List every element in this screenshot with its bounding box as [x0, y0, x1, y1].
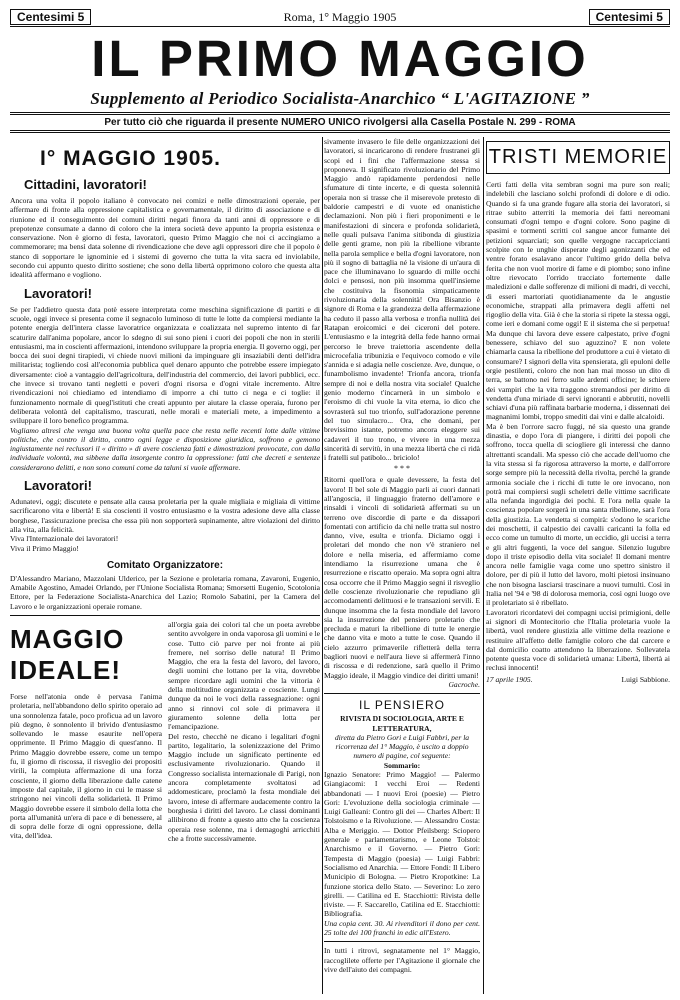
- section-title-lavoratori-2: Lavoratori!: [24, 478, 92, 494]
- pensiero-note: Una copia cent. 30. Ai rivenditori il dono per cent. 25 tolte dei 100 franchi in edic all'Estero.: [324, 918, 480, 938]
- middle-signature: Gacroche.: [448, 679, 480, 689]
- price-left: Centesimi 5: [10, 9, 91, 25]
- pensiero-title: IL PENSIERO: [359, 698, 445, 713]
- tristi-signature: Luigi Sabbione.: [621, 674, 670, 684]
- section-italic-lavoratori-1: Vogliamo altresì che venga una buona volta quella pace che resta nelle recenti lotte dalle vittime politiche, che contro il diritto, contro ogni legge e disposizione giuridica, soffrono e gemono ingiustamente nei reclusori il « diritto » di avere coscienza fatti e dimostrazioni provocate, con dalla individuale volontà, ma sibbene dalla insorgente contro la oppressione: fatti che decreti e sentenze considerarono delitti, e non sono comuni come da taluni si vuole affermare.: [10, 425, 320, 472]
- section-title-cittadini: Cittadini, lavoratori!: [24, 177, 147, 192]
- maggio-ideale-col2b: Del resto, checchè ne dicano i legalitari d'ogni partito, legalitario, la solenizzazione del Primo Maggio include un significato pertinente ed esclusivamente rivoluzionario. Quando il Congresso socialista internazionale di Parigi, non ancora completamente svoltatosi ad addomesticare, proclamò la festa mondiale dei lavoro, intese di affermare audacemente contro la borghesia i diritti del lavoro. Le classi dominanti allibirono di fronte a questo atto che la coscienza operaia rese solenne, ma i demagoghi arricchiti che a frotte successivamente.: [168, 731, 320, 843]
- tristi-footer: [486, 675, 670, 684]
- sommario-heading: Sommario:: [383, 760, 421, 770]
- main-heading: I° MAGGIO 1905.: [40, 147, 221, 170]
- viva-line-2: Viva il Primo Maggio!: [10, 543, 79, 553]
- maggio-ideale-block: [10, 620, 320, 843]
- committee-title: Comitato Organizzatore:: [106, 559, 224, 571]
- tristi-text-1: Certi fatti della vita sembran sogni ma pure son reali; indelebili che lasciano solchi profondi di dolore e di odio. Quando si fa una grande fugare alla storia dei lavoratori, si ritrae subito atterriti la memoria dei fatti nereomani consumati d'ogni tempo e d'ogni colore. Sono pagine di spasimi e tormenti scritti col sangue ancor fumante dei petizioni squarciati; son quelle vergogne raccapriccianti scolpite con le unghie disperate degli agonizzanti che ed ventre forato esalavano ancor l'ultimo grido della belva ferita che non vuol morire di fame e di piombo; sono infine oltre rievocato l'orrido tracciato fortemente dalle maledizioni e dalle sofferenze di milioni di madri, di vecchi, di esseri martoriati quotidianamente da le angustie economiche, strappati alla primavera degli affetti nel rigoglio della vita. Già è che la storia si ripete la stessa oggi, come ieri e domani come oggi! E il sistema che si perpetua! Ma dunque chi lavora deve essere calpestato, prive d'ogni benessere, schiavo del suo aguzzino? E non volete chiamarla causa la ribellione del produttore a cui è vietato di consumare? I signori della vita spensierata, gli epuloni delle orgie pestilenti, coloro che non han mai mosso un dito di terra, se battono nei ferro sulle ardenti officine; le schiere dei vampiri che la vita traggono stremandosi per diritto di vendetta d'una miriade di servi ignoranti e abbrutiti, novelli schiavi d'una più raffinata barbarie moderna, i dissennati dei magnanimi lombi, troppo smediti dai vini e dalle alcaloidi.: [486, 180, 670, 422]
- sommario-text: Ignazio Senatore: Primo Maggio! — Palermo Giangiacomi: I vecchi Eroi — Redenti abbandonati — I nuovi Eroi (poesie) — Pietro Gori: L'evoluzione della sociologia criminale — Luigi Galleani: Contro gli dei — Charles Albert: Il Tolstoismo e la Rivoluzione. — Alessandro Costa: Alba e Meriggio. — Dottor Pfeilsberg: Sciopero generale e parlamentarismo, e Leone Tolstoi: Anarchismo e il Governo. — Pietro Gori: Tempesta di Maggio (poesia) — Luigi Fabbri: Socialismo ed Anarchia. — Ettore Fondi: Il Libero Municipio di Bologna. — Pietro Kropotkine: La funzione storica dello Stato. — Severino: Lo zero girelli. — Catilina ed E. Stacchiotti: Rivista delle riviste. — F. Saccarello, Catilina ed E. Stacchiotti: Bibliografia.: [324, 770, 480, 919]
- maggio-ideale-col2: all'orgia gaia dei colori tal che un poeta avrebbe sentito avvolgere in onda vaporosa gli uomini e le cose. Tutto ciò parve per noi fronte ai più fremere, nel sorriso delle natura! Il Primo Maggio, che era la festa del lavoro, del lavoro, degli uomini che lottano per la vita, dovrebbe sempre ricordare agli uomini che la vittoria è della moltitudine organizzata e cosciente. Lungi dunque da noi le voci della rassegnazione: ogni anno si rinnovi col sole di primavera il giuramento solenne della lotta per l'emancipazione.: [168, 619, 320, 732]
- price-right: Centesimi 5: [589, 9, 670, 25]
- right-column: [486, 137, 670, 684]
- section-divider: [10, 615, 320, 616]
- middle-text-1: sivamente invasero le file delle organizzazioni dei lavoratori, si incaricarono di rendere frustranei gli scopi ed i fini che l'affermazione stessa si proponeva. Il significato rivoluzionario del Primo Maggio andò rapidamente perdendosi nelle sfumature di tinte incerte, e di questa solennità operaia non si trasse che il miserevole pretesto di baldorie campestri e di vuote ed onanistiche declamazioni. Non più i fieri proponimenti e le manifestazioni di sincera e profonda solidarietà, nelle quali pulsava l'anima sitibonda di giustizia delle genti grame, non più la ribellione vibrante nella parola semplice e bella d'ogni lavoratore, non più il sogno di battaglia né la visione di un'aura di pace che illuminavano lo sguardo di mille occhi dolci e pensosi, non più insomma quell'insieme che costituiva la fisonomia simpaticamente rivoluzionaria della solennità! Ora Bisanzio è signore di Roma e la grandezza della affermazione ha ceduto il passo alla verbosa e tronfia nullità dei Ratapan eroicomici e dei ciceroni del potere. L'entusiasmo e la integrità della fede hanno ormai percorso le breve traiettoria ascendente della microcefalia tribunizia e l'equivoco comodo e vile s'annida e si adagia nelle coscienze. Ave, dunque, o funambolismo invadente! Trionfa ancora, trionfa sempre di noi e della nostra vita sociale! Qualche genio moderno t'incarnerà in un simbolo e l'eroismo di chi vuole la vita eterna, io dico che sovrasterà sul tuo trionfo, sull'adorazione perenne del tuo simulacro... Ora, che domani, per brevissimo istante, potremo ancora eleggere sui cadaveri il tuo trono, e vivere in una mezza sincerità di servitù, in una mezza libertà che ci ridà i fratelli sul patibolo... briciolo!: [324, 137, 480, 463]
- middle-divider-2: [324, 941, 480, 942]
- middle-text-2: Ritorni quell'ora e quale devessere, la festa del lavoro! Il bel sole di Maggio parli ai cuori dannati all'angoscia, il linguaggio fraterno dell'amore e rinsaldi i vincoli di solidarietà affermati su un terreno ove discordie di parte e da dissapori fomentati con artificio da chi nelle tratta sul nostro danno, vive, esulta e trionfa. Diciamo oggi i proletari del mondo che non v'è straniero nel dolore e nella miseria, ed affermiamo come intendiamo la risurrezione umana che è resurrezione e riscatto operaio. Ma sopra ogni altra cosa occorre che il Primo Maggio segni il risveglio delle coscienze rivoluzionarie che repudiano gli accomodamenti delittuosi e le transazioni servili. E dunque insomma che la festa mondiale del lavoro sia la insurrezione del pensiero proletario che precluda e maturi la ribellione di tutte le energie che danno vita e moto a tutte le cose. Quando il cielo azzurro primaverile rifletterà della terra bagliori nuovi e nell'aura lieve si affermerà l'inno di riscossa e di redenzione, sarà quello il Primo Maggio ideale, il Maggio vindice dei diritti umani!: [324, 475, 480, 680]
- tristi-date: 17 aprile 1905.: [486, 674, 533, 684]
- section-text-cittadini: Ancora una volta il popolo italiano è convocato nei comizi e nelle dimostrazioni operaie, per affermare di fronte alla oppressione capitalistica e governamentale, il diritto di associazione e di riunione ed il conseguimento dei comuni diritti negati finora da tanti anni di oppressore e di prepotenze consumate a danno di coloro che la intera società deve appunto la propria esistenza e conservazione. Non è giorno di festa, lavoratori, questo Primo Maggio che noi ci accingiamo a commemorare; ma bensì data solenne di rivendicazione che deve agli oppressori dire che il popolo è stanco di sopportare le ignominie ed i sistemi di governo che tutta la vita sacra ed inviolabile, secondo cui appunto questo diritto sostiene; che sono della libertà opprimono coloro che questa alta idealità affermano e vogliono.: [10, 196, 320, 280]
- newspaper-page: [10, 8, 670, 994]
- section-text-lavoratori-2: Adunatevi, oggi; discutete e pensate alla causa proletaria per la quale migliaia e migliaia di vittime sacrificarono vita e libertà! E sia coscienti il vostro entusiasmo e la vostra adesione deve alla classe borghese, l'assicurazione precisa che essa più non sopporterà supinamente, altre violazioni del diritto alla vita, alla felicità.: [10, 497, 320, 534]
- section-text-lavoratori-1: Se per l'addietro questa data potè essere interpretata come meschina significazione di partiti e di scuole, oggi invece si presenta come il segnacolo luminoso di tutte le lotte da compiersi mediante la potente energia dell'intera classe lavoratrice organizzata e coalizzata nel supremo intento di far scaturire dall'anima popolare, ancor lo sdegno di sui sono pieni i cuori dei popoli che non in sterili entusiasmi, ma in coscienti affermazioni, intendono sviluppare la propria energia. Il governo oggi, per bocca dei suoi degni tirapiedi, vi chiede nuovi milioni da impinguare gli insaziabili denti dell'idra militarista; togliendo così all'economia pubblica quel denaro appunto che potrebbe essere impiegato diversamente: cioè a vantaggio dell'agricoltura, dell'industria del commercio, dei lavori pubblici, ecc. che invece si trovano tanti negletti e poveri d'ogni risorsa e d'ogni vitale incremento. Altre rivendicazioni noi chiediamo ed intendiamo di imporre a chi tutto ci nega e ci toglie: il funzionamento normale di quegl'istituti che creati appunto per aiutare la classe operaia, furono per deliberata volontà del capitalismo, trascurati, nelle morali e materiali mete, a impedimento a sviluppare il loro benefico programma.: [10, 304, 320, 426]
- tristi-text-2: Ma è ben l'orrore sacro fuggi, né sia questo una grande dinastia, e dopo l'ora di piangere, i diritti dei popoli che soffrono, tocca quella di sciogliere gli interessi che danno altrettanti scandali. Ma spesso ciò che accade dell'uomo che la vita stessa si fa rigorosa attraverso la morte, e dall'orrore sorge sempre più la necessità della rivolta, perché la grande armonia sociale che i ricchi di tutte le ore invocano, non potrà mai compiersi sugli scheletri delle vittime sacrificate alla nefanda ingordigia dei pochi. E l'ora nella quale la coscienza popolare sorgerà in una santa ribellione, sarà l'ora della giustizia. La vendetta si compirà: s'odono le scariche dei moschetti, il calpestio dei cavalli caricanti la folla ed ecco come un tumulto di morte, un eccidio, gli uccisi a terra e gli altri fuggenti, la voce del sangue. Silenzio lugubre dopo il triste episodio della vita sociale! Il domani mentre ancora nelle famiglie vaga come uno spettro sinistro il dolore, per di più il lutto del lavoro, molti pietosi insinuano che non bisogna lasciarsi trascinare a nuovi tumulti. Così in Italia nel '94 e '98 di dolorosa memoria, così ogni luogo ove il proletariato si è ribellato.: [486, 421, 670, 608]
- section-title-lavoratori-1: Lavoratori!: [24, 285, 92, 301]
- dateline: Roma, 1° Maggio 1905: [283, 9, 397, 24]
- pensiero-direction: diretta da Pietro Gori e Luigi Fabbri, per la ricorrenza del 1° Maggio, è uscito a doppio numero di pagine, col seguente:: [334, 732, 470, 761]
- column-divider-2: [483, 137, 484, 994]
- middle-divider: [324, 693, 480, 694]
- newspaper-title: IL PRIMO MAGGIO: [91, 30, 589, 87]
- viva-line-1: Viva l'Internazionale dei lavoratori!: [10, 534, 119, 544]
- middle-column: [324, 137, 480, 974]
- committee-text: D'Alessandro Mariano, Mazzolani Ulderico, per la Sezione e proletaria romana, Zavaroni, Eugenio, Amabile Agostino, Amadei Orlando, per l'Unione Socialista Romana; Smorsetti Eugenio, Scotolonia Ettore, per la Federazione Socialista-Anarchica del Lazio; Romolo Sabatini, per la Camera del Lavoro e le organizzazioni operaie romane.: [10, 573, 320, 611]
- postal-notice: Per tutto ciò che riguarda il presente NUMERO UNICO rivolgersi alla Casella Postale N. 299 - ROMA: [10, 115, 670, 133]
- maggio-ideale-col1: Forse nell'atonia onde è pervasa l'anima proletaria, nell'abbandono dello spirito operaio ad una sonnolenza fatale, poco proficua ad un lavoro più degno, è sonnolento il brivido d'entusiasmo sollevando le masse esaurite nell'opera opprimente. Il Primo Maggio di quest'anno. Il Primo Maggio dovrebbe essere, come un tempo fu, il giorno di riscossa, il risveglio dei propositi virili, la compiuta affermazione di una forza cosciente, il giorno della liberazione dalle catene imposte dal capitale, il giorno in cui le masse si stringono nei vincoli della solidarietà. Il Primo Maggio dovrebbe essere il simbolo della lotta che porta all'umanità un'era di pace e di benessere, al di sopra delle forze di ogni oppressione, della vita, dell'idea.: [10, 691, 162, 841]
- pensiero-subtitle: RIVISTA DI SOCIOLOGIA, ARTE E LETTERATURA,: [340, 714, 464, 733]
- newspaper-subtitle: Supplemento al Periodico Socialista-Anarchico “ L'AGITAZIONE ”: [90, 89, 590, 108]
- left-column: [10, 137, 320, 843]
- masthead-topline: [10, 8, 670, 27]
- tristi-text-3: Lavoratori ricordatevi dei compagni uccisi primigioni, delle ai signori di Montecitorio che l'Italia proletaria vuole la libertà, vuol rendere giustizia alle vittime della reazione e restituire all'affetto delle famiglie coloro che dal carcere e dal domicilio coatto attendono la liberazione. Sollevatela potente questa voce di solidarietà umana: Libertà, libertà ai reclusi innocenti!: [486, 607, 670, 673]
- column-divider-1: [322, 137, 323, 994]
- middle-final-text: In tutti i ritrovi, segnatamente nel 1° Maggio, raccoglilete offerte per l'Agitazione il giornale che vive dell'aiuto dei compagni.: [324, 946, 480, 974]
- tristi-memorie-title: TRISTI MEMORIE: [486, 141, 670, 174]
- separator-stars: * * *: [394, 464, 410, 474]
- maggio-ideale-title: MAGGIO IDEALE!: [10, 623, 125, 685]
